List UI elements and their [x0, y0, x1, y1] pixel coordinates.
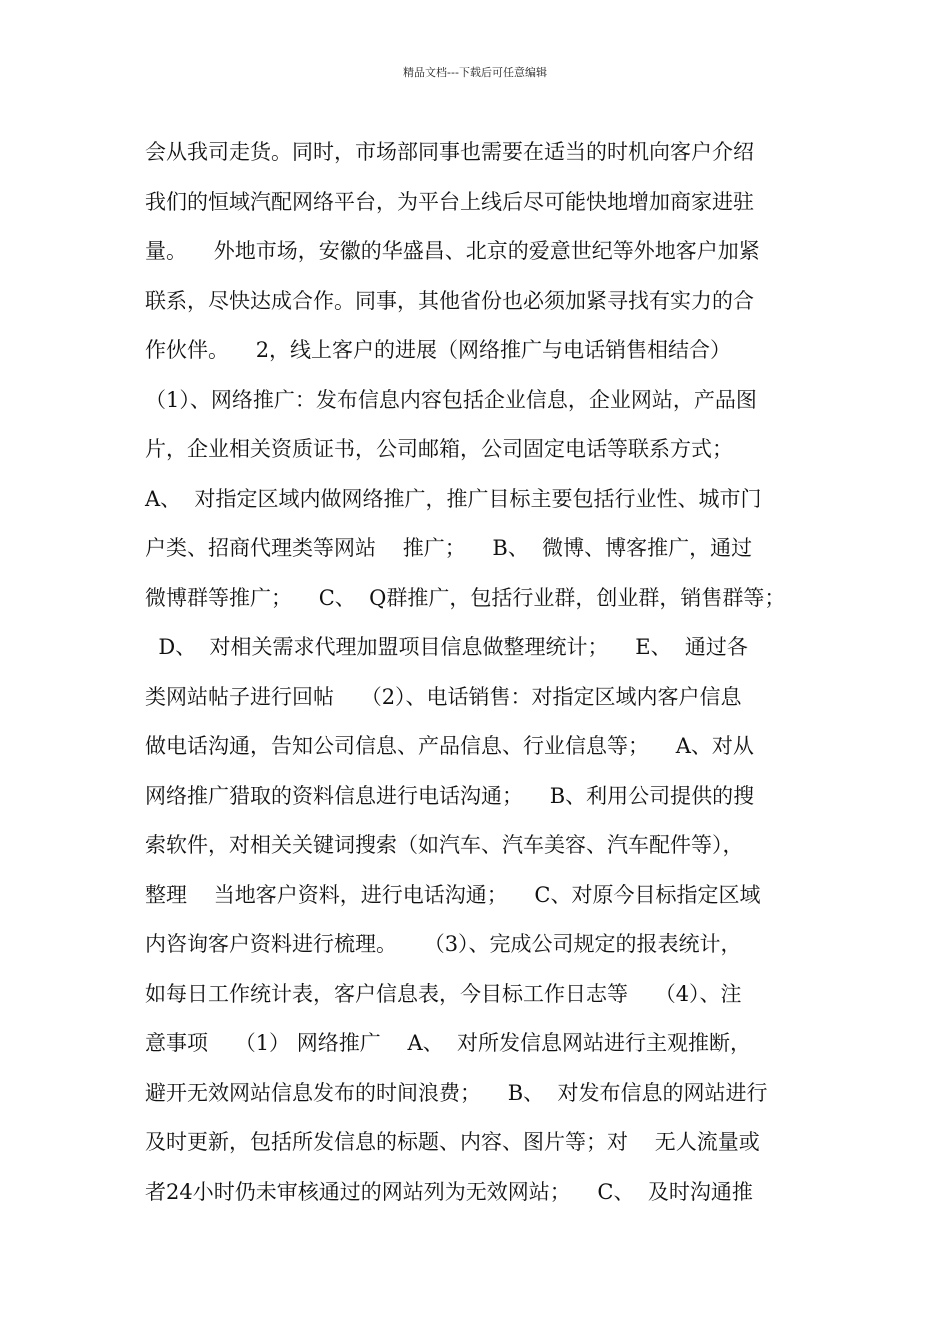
text-line: 微博群等推广； C、 Q群推广，包括行业群，创业群，销售群等； [145, 585, 786, 610]
text-line: 联系，尽快达成合作。同事，其他省份也必须加紧寻找有实力的合 [145, 288, 754, 313]
text-line: 做电话沟通，告知公司信息、产品信息、行业信息等； A、对从 [145, 734, 754, 758]
text-line: 内咨询客户资料进行梳理。 （3）、完成公司规定的报表统计， [145, 932, 742, 956]
text-line: 类网站帖子进行回帖 （2）、电话销售：对指定区域内客户信息 [145, 684, 742, 709]
text-line: 如每日工作统计表，客户信息表，今目标工作日志等 （4）、注 [145, 981, 742, 1006]
text-line: 及时更新，包括所发信息的标题、内容、图片等；对 无人流量或 [145, 1130, 760, 1154]
text-line: 作伙伴。 2，线上客户的进展（网络推广与电话销售相结合） [145, 338, 732, 362]
text-line: 整理 当地客户资料，进行电话沟通； C、对原今目标指定区域 [145, 882, 761, 907]
text-line: 网络推广猎取的资料信息进行电话沟通； B、利用公司提供的搜 [145, 783, 755, 808]
text-line: 户类、招商代理类等网站 推广； B、 微博、博客推广，通过 [145, 536, 753, 560]
text-line: 者24小时仍未审核通过的网站列为无效网站； C、 及时沟通推 [145, 1179, 753, 1204]
text-line: 索软件，对相关关键词搜索（如汽车、汽车美容、汽车配件等）， [145, 833, 744, 857]
page-header: 精品文档---下载后可任意编辑 [403, 66, 547, 79]
text-line: A、 对指定区域内做网络推广，推广目标主要包括行业性、城市门 [145, 486, 762, 511]
text-line: （1）、网络推广：发布信息内容包括企业信息，企业网站，产品图 [145, 387, 757, 412]
text-line: 避开无效网站信息发布的时间浪费； B、 对发布信息的网站进行 [145, 1080, 768, 1105]
text-line: D、 对相关需求代理加盟项目信息做整理统计； E、 通过各 [145, 635, 748, 659]
text-line: 片，企业相关资质证书，公司邮箱，公司固定电话等联系方式； [145, 437, 733, 461]
document-body [145, 128, 825, 1217]
text-line: 我们的恒域汽配网络平台，为平台上线后尽可能快地增加商家进驻 [145, 189, 754, 214]
text-line: 意事项 （1） 网络推广 A、 对所发信息网站进行主观推断， [145, 1031, 751, 1055]
text-line: 量。 外地市场，安徽的华盛昌、北京的爱意世纪等外地客户加紧 [145, 239, 760, 263]
text-line: 会从我司走货。同时，市场部同事也需要在适当的时机向客户介绍 [145, 140, 754, 164]
